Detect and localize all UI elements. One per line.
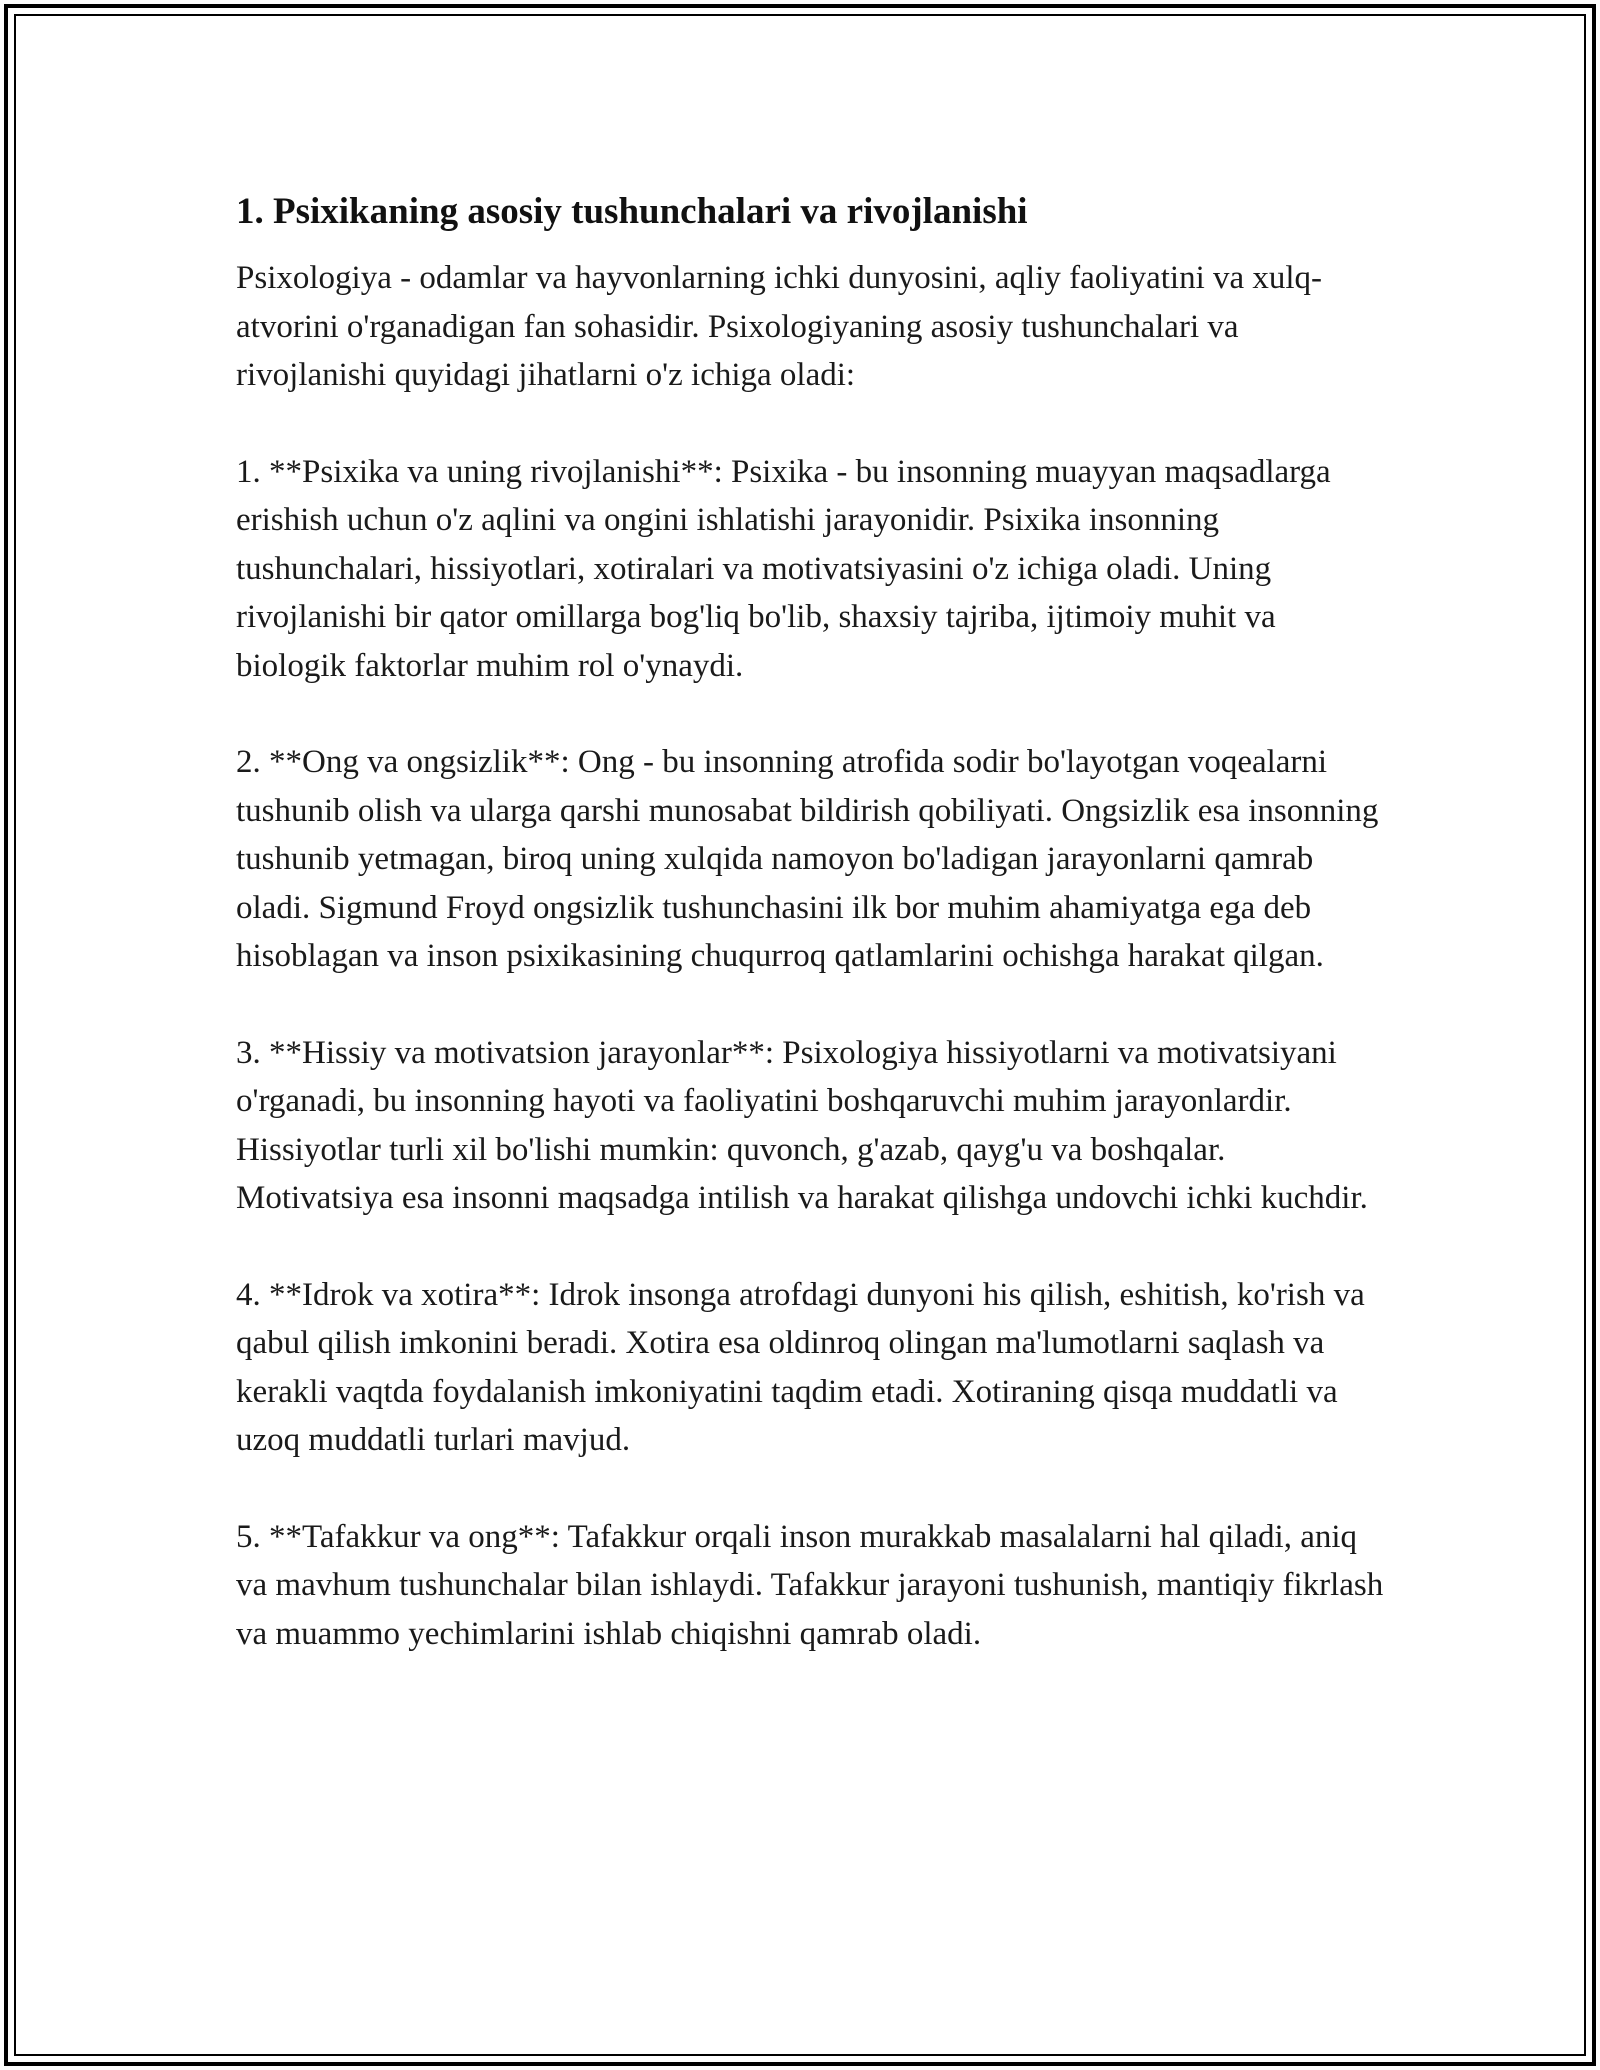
intro-paragraph: Psixologiya - odamlar va hayvonlarning ichki dunyosini, aqliy faoliyatini va xulq-atvorini o'rganadigan fan sohasidir. Psixologiyaning asosiy tushunchalari va rivojlanishi quyidagi jihatlarni o'z ichiga oladi:	[236, 260, 1323, 393]
section-paragraph-1: 1. **Psixika va uning rivojlanishi**: Psixika - bu insonning muayyan maqsadlarga erishish uchun o'z aqlini va ongini ishlatishi jarayonidir. Psixika insonning tushunchalari, hissiyotlari, xotiralari va motivatsiyasini o'z ichiga oladi. Uning rivojlanishi bir qator omillarga bog'liq bo'lib, shaxsiy tajriba, ijtimoiy muhit va biologik faktorlar muhim rol o'ynaydi.	[236, 453, 1331, 684]
section-paragraph-4: 4. **Idrok va xotira**: Idrok insonga atrofdagi dunyoni his qilish, eshitish, ko'rish va qabul qilish imkonini beradi. Xotira esa oldinroq olingan ma'lumotlarni saqlash va kerakli vaqtda foydalanish imkoniyatini taqdim etadi. Xotiraning qisqa muddatli va uzoq muddatli turlari mavjud.	[236, 1276, 1365, 1458]
document-body	[236, 188, 1386, 1706]
document-title: 1. Psixikaning asosiy tushunchalari va rivojlanishi	[236, 191, 1028, 232]
section-paragraph-5: 5. **Tafakkur va ong**: Tafakkur orqali inson murakkab masalalarni hal qiladi, aniq va mavhum tushunchalar bilan ishlaydi. Tafakkur jarayoni tushunish, mantiqiy fikrlash va muammo yechimlarini ishlab chiqishni qamrab oladi.	[236, 1518, 1384, 1652]
section-paragraph-2: 2. **Ong va ongsizlik**: Ong - bu insonning atrofida sodir bo'layotgan voqealarni tushunib olish va ularga qarshi munosabat bildirish qobiliyati. Ongsizlik esa insonning tushunib yetmagan, biroq uning xulqida namoyon bo'ladigan jarayonlarni qamrab oladi. Sigmund Froyd ongsizlik tushunchasini ilk bor muhim ahamiyatga ega deb hisoblagan va inson psixikasining chuqurroq qatlamlarini ochishga harakat qilgan.	[236, 744, 1379, 974]
section-paragraph-3: 3. **Hissiy va motivatsion jarayonlar**: Psixologiya hissiyotlarni va motivatsiyani o'rganadi, bu insonning hayoti va faoliyatini boshqaruvchi muhim jarayonlardir. Hissiyotlar turli xil bo'lishi mumkin: quvonch, g'azab, qayg'u va boshqalar. Motivatsiya esa insonni maqsadga intilish va harakat qilishga undovchi ichki kuchdir.	[236, 1034, 1368, 1216]
